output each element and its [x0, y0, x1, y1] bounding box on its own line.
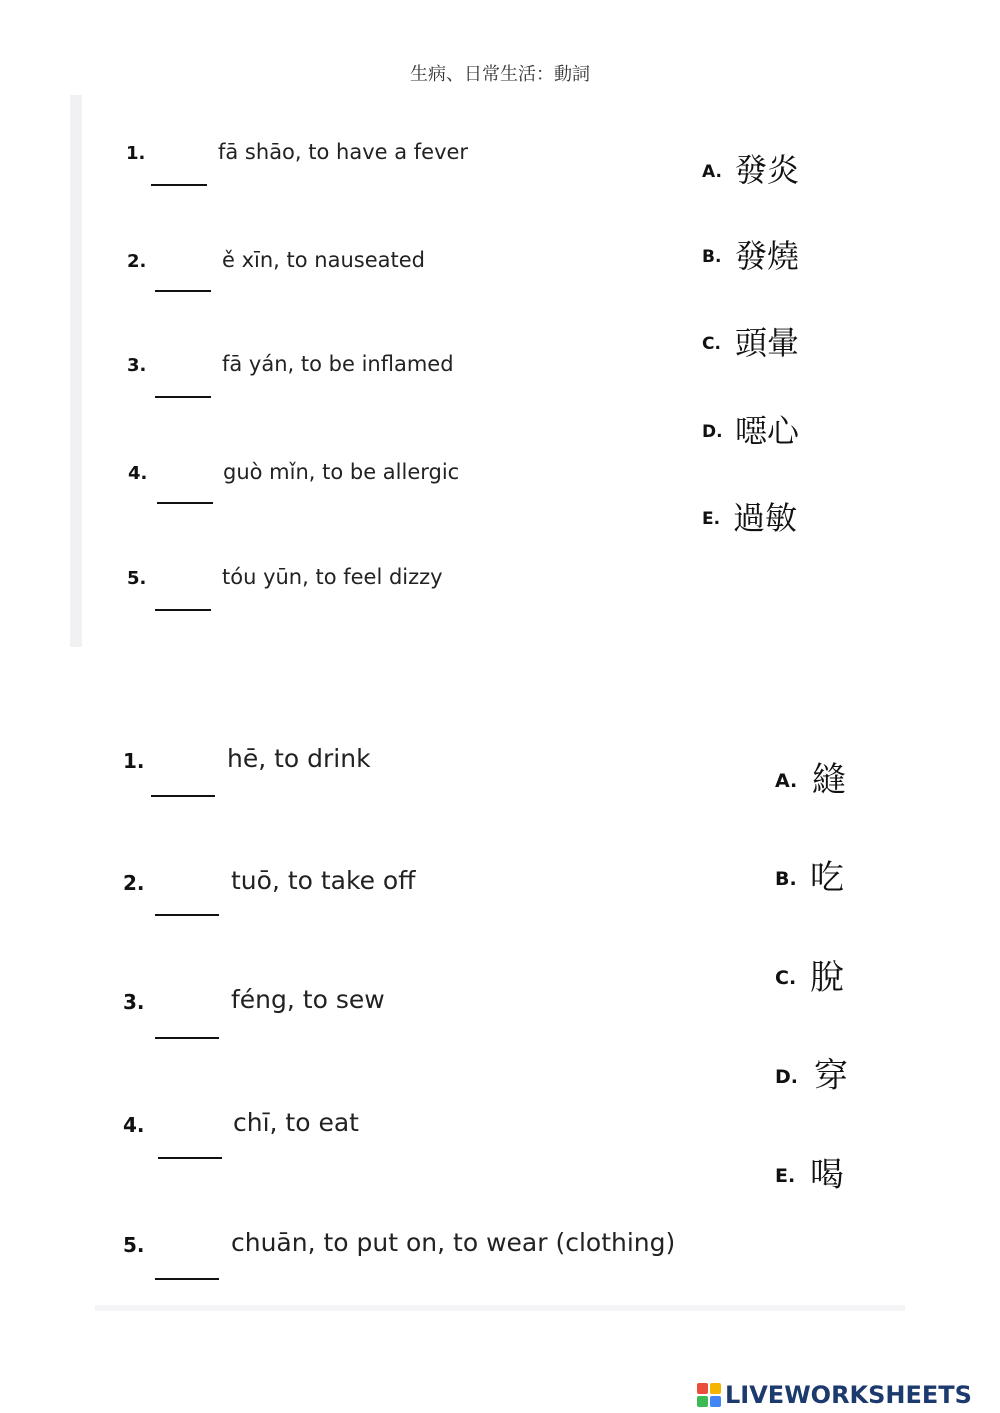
question-text: chuān, to put on, to wear (clothing)	[231, 1228, 676, 1257]
logo-squares-icon	[697, 1383, 721, 1407]
question-number: 2.	[123, 871, 145, 895]
option-letter: E.	[775, 1165, 796, 1187]
answer-blank[interactable]	[151, 795, 215, 797]
question-text: guò mǐn, to be allergic	[223, 460, 460, 484]
liveworksheets-logo	[697, 1378, 972, 1412]
option-chinese: 穿	[814, 1056, 848, 1096]
option-chinese: 發炎	[735, 151, 800, 189]
option-chinese: 喝	[810, 1155, 844, 1195]
answer-blank[interactable]	[155, 1278, 219, 1280]
bottom-divider	[95, 1305, 905, 1311]
option-letter: B.	[775, 868, 797, 890]
question-number: 1.	[126, 143, 146, 164]
option-chinese: 脫	[810, 958, 844, 998]
option-chinese: 吃	[810, 858, 844, 898]
option-letter: C.	[702, 334, 721, 354]
option-letter: A.	[702, 162, 722, 182]
answer-blank[interactable]	[157, 502, 213, 504]
page-title: 生病、日常生活：動詞	[410, 64, 590, 85]
question-text: chī, to eat	[233, 1108, 359, 1137]
question-text: fā shāo, to have a fever	[218, 140, 469, 164]
option-chinese: 噁心	[735, 412, 800, 450]
option-chinese: 縫	[812, 760, 846, 800]
question-text: tóu yūn, to feel dizzy	[222, 565, 443, 589]
answer-blank[interactable]	[155, 396, 211, 398]
option-chinese: 發燒	[735, 237, 800, 275]
question-text: ě xīn, to nauseated	[222, 248, 425, 272]
option-letter: D.	[775, 1066, 798, 1088]
question-number: 2.	[127, 251, 147, 272]
answer-blank[interactable]	[155, 609, 211, 611]
answer-blank[interactable]	[155, 290, 211, 292]
option-letter: C.	[775, 967, 797, 989]
question-text: fā yán, to be inflamed	[222, 352, 454, 376]
question-number: 5.	[123, 1233, 145, 1257]
option-letter: B.	[702, 247, 722, 267]
question-number: 3.	[123, 990, 145, 1014]
question-text: féng, to sew	[231, 985, 385, 1014]
answer-blank[interactable]	[155, 1037, 219, 1039]
option-letter: D.	[702, 422, 723, 442]
logo-text: LIVEWORKSHEETS	[725, 1381, 972, 1409]
option-letter: A.	[775, 770, 798, 792]
option-chinese: 過敏	[733, 499, 798, 537]
answer-blank[interactable]	[155, 914, 219, 916]
section-divider-bar	[70, 95, 82, 647]
answer-blank[interactable]	[151, 184, 207, 186]
question-text: tuō, to take off	[231, 866, 416, 895]
question-text: hē, to drink	[227, 744, 371, 773]
question-number: 3.	[127, 355, 147, 376]
answer-blank[interactable]	[158, 1157, 222, 1159]
question-number: 1.	[123, 749, 145, 773]
question-number: 4.	[123, 1113, 145, 1137]
option-chinese: 頭暈	[735, 324, 800, 362]
question-number: 5.	[127, 568, 147, 589]
question-number: 4.	[128, 463, 148, 484]
option-letter: E.	[702, 509, 721, 529]
